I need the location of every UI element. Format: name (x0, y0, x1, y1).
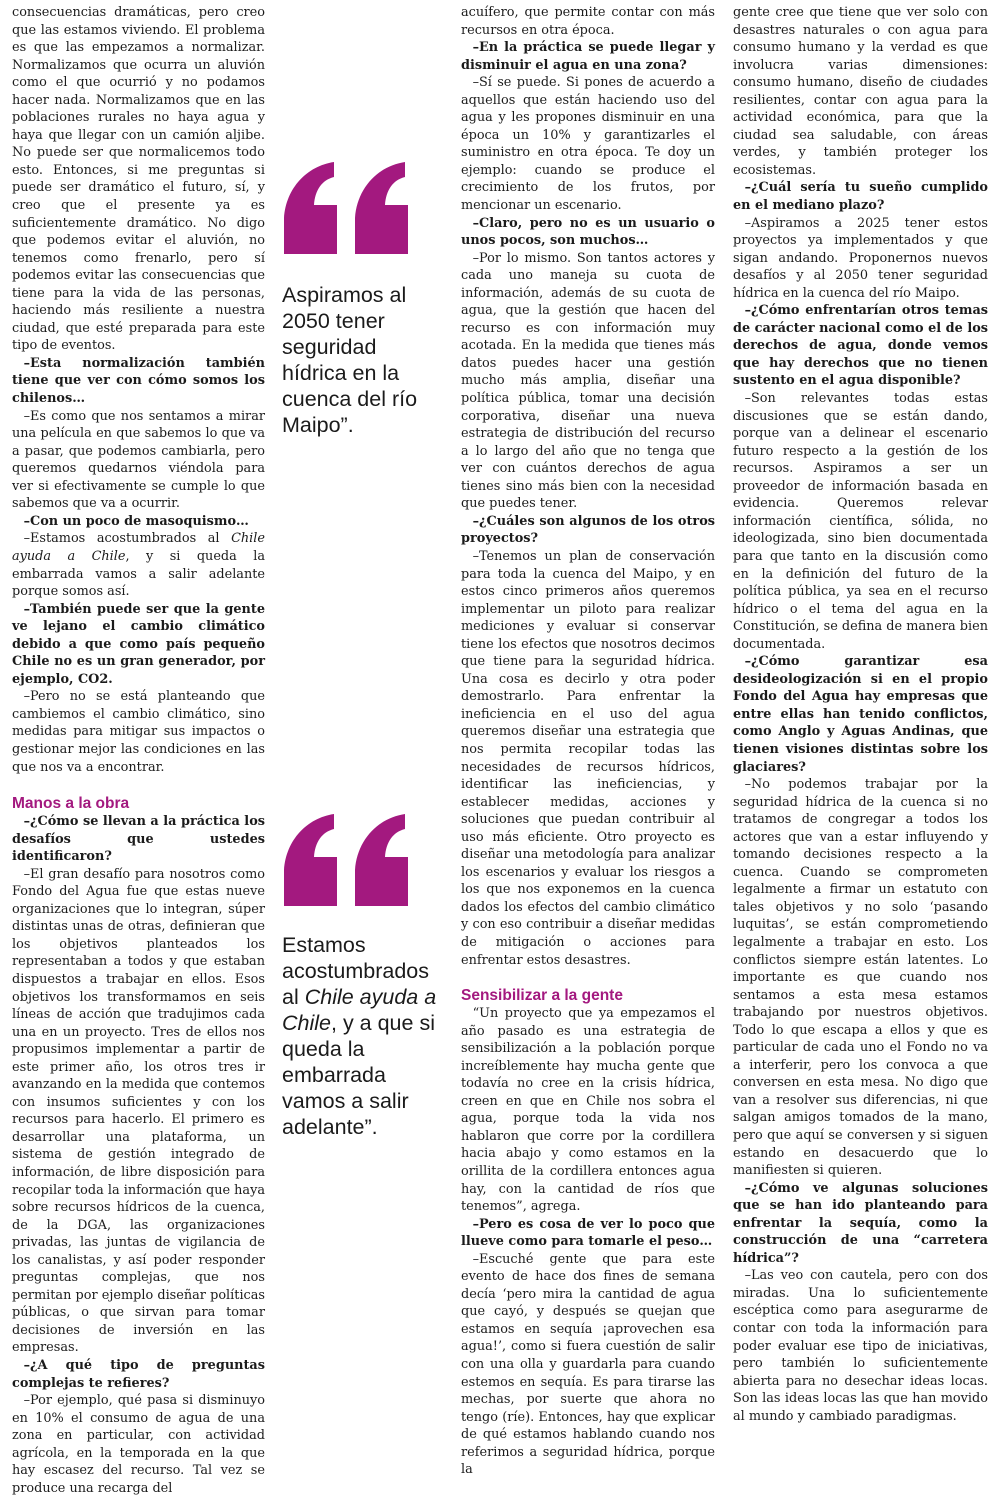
interview-question: –¿Cuáles son algunos de los otros proyectos? (461, 513, 715, 547)
text-run: –Estamos acostumbrados al (23, 531, 232, 547)
paragraph: consecuencias dramáticas, pero creo que las estamos viviendo. El problema es que las empezamos a normalizar. Normalizamos que ocurra un aluvión como el que ocurrió y no podamos hacer nada. Normalizamos que en las poblaciones rurales no haya agua y haya que llegar con un camión aljibe. No puede ser que normalicemos todo esto. Entonces, si me preguntas si puede ser dramático el futuro, sí, y creo que el presente ya es suficientemente dramático. No digo que podemos evitar el aluvión, no tenemos como frenarlo, pero sí podemos evitar las consecuencias que tiene para la vida de las personas, haciendo más resiliente a nuestra ciudad, que esté preparada para este tipo de eventos. (12, 5, 265, 354)
interview-question: –¿Cómo se llevan a la práctica los desafíos que ustedes identificaron? (12, 814, 265, 865)
italic-text: Chile ayuda a Chile (12, 531, 265, 564)
text-run: Estamos acostumbrados al (282, 933, 429, 1009)
interview-question: –En la práctica se puede llegar y disminuir el agua en una zona? (461, 40, 715, 73)
paragraph: –Escuché gente que para este evento de hace dos fines de semana decía ‘pero mira la cantidad de agua que cayó, y después se quejan que estamos en sequía ¡aprovechen esa agua!’, como si fuera cuestión de salir con una olla y guardarla para cuando estemos en sequía. Es para tirarse las mechas, por suerte que ahora no tengo (ríe). Entonces, hay que explicar de qué estamos hablando cuando nos referimos a seguridad hídrica, porque la (461, 1251, 715, 1478)
interview-question: –¿A qué tipo de preguntas complejas te refieres? (12, 1358, 265, 1391)
interview-question: –Esta normalización también tiene que ver con cómo somos los chilenos… (12, 355, 265, 407)
interview-question: –¿Cuál sería tu sueño cumplido en el mediano plazo? (733, 180, 988, 214)
paragraph: –El gran desafío para nosotros como Fondo del Agua fue que estas nueve organizaciones que lo integran, súper distintas unas de otras, definieran que los objetivos planteados los representaban a todos y que estaban dispuestos a trabajar en ellos. Esos objetivos los transformamos en seis líneas de acción que tradujimos cada una en un proyecto. Tres de ellos nos propusimos implementar a partir de este primer año, los otros tres ir avanzando en la medida que contemos con insumos suficientes y con los recursos para hacerlo. El primero es desarrollar una plataforma, un sistema de gestión integrado de información, de libre disposición para recopilar toda la información que haya sobre recursos hídricos de la cuenca, de la DGA, las organizaciones privadas, las juntas de vigilancia de los canalistas, y así poder responder preguntas complejas, que nos permitan por ejemplo diseñar políticas públicas, o que sirvan para tomar decisiones de inversión en las empresas. (12, 866, 265, 1356)
paragraph: –Por lo mismo. Son tantos actores y cada uno maneja su cuota de información, además de su cuota de agua, que la gestión que hacen del recurso es con información muy acotada. En la medida que tienes más datos puedes hacer una gestión mucho más amplia, diseñar una política pública, tomar una decisión corporativa, diseñar una nueva estrategia de distribución del recurso a lo largo del año que no tenga que ver con cuántos derechos de agua tienes sino más bien con la necesidad que puedes tener. (461, 250, 715, 512)
interview-question: –¿Cómo enfrentarían otros temas de carácter nacional como el de los derechos de agua, donde vemos que hay derechos que no tienen sustento en el agua disponible? (733, 303, 988, 389)
paragraph: –Aspiramos a 2025 tener estos proyectos ya implementados y que sigan andando. Proponernos nuevos desafíos y al 2050 tener seguridad hídrica en la cuenca del río Maipo. (733, 215, 988, 301)
interview-question: –Claro, pero no es un usuario o unos pocos, son muchos… (461, 215, 715, 249)
pull-quote-text: Aspiramos al 2050 tener seguridad hídrica en la cuenca del río Maipo”. (282, 283, 418, 437)
pull-quote-text (282, 932, 444, 1140)
interview-question: –¿Cómo ve algunas soluciones que se han ido planteando para enfrentar la sequía, como la construcción de una “carretera hídrica”? (733, 1180, 988, 1266)
paragraph: –Por ejemplo, qué pasa si disminuyo en 10% el consumo de agua de una zona en particular, con actividad agrícola, en la temporada en la que hay escasez del recurso. Tal vez se produce una recarga del (12, 1393, 265, 1496)
article-column-1 (12, 4, 265, 1496)
opening-quote-icon (282, 812, 412, 908)
interview-question: –Con un poco de masoquismo… (23, 513, 249, 529)
paragraph: gente cree que tiene que ver solo con desastres naturales o con agua para consumo humano y la verdad es que involucra varias dimensiones: consumo humano, diseño de ciudades resilientes, contar con agua para la actividad económica, para que la ciudad sea saludable, con áreas verdes, y también proteger los ecosistemas. (733, 5, 988, 178)
pull-quote-1 (282, 160, 444, 438)
paragraph: –No podemos trabajar por la seguridad hídrica de la cuenca si no tratamos de congregar a todos los actores que van a estar influyendo y tomando decisiones respecto a la cuenca. Cuando se comprometen legalmente a firmar un estatuto con tales objetivos y no solo ‘pasando luquitas’, se están comprometiendo legalmente a trabajar en esto. Los conflictos siempre están latentes. Lo importante es que cuando nos sentamos a esta mesa estamos trabajando por nuestros objetivos. Todo lo que escapa a ellos y que es particular de cada uno el Fondo no va a interferir, pero los convoca a que conversen en esta mesa. No digo que van a resolver sus diferencias, ni que salgan amigos tomados de la mano, pero que aquí se conversen y si siguen estando en desacuerdo que lo manifiesten si quieren. (733, 777, 988, 1179)
paragraph: –Pero no se está planteando que cambiemos el cambio climático, sino medidas para mitigar sus impactos o gestionar mejor las condiciones en las que nos va a encontrar. (12, 689, 265, 775)
interview-question: –Pero es cosa de ver lo poco que llueve como para tomarle el peso… (461, 1216, 715, 1250)
opening-quote-icon (282, 160, 412, 256)
article-column-2 (461, 4, 715, 1478)
paragraph: –Las veo con cautela, pero con dos miradas. Una lo suficientemente escéptica como para asegurarme de contar con toda la información para poder evaluar ese tipo de iniciativas, pero también lo suficientemente abierta para no desechar ideas locas. Son las ideas locas las que han movido al mundo y cambiado paradigmas. (733, 1268, 988, 1424)
text-run: , y a que si queda la embarrada vamos a salir adelante”. (282, 1011, 435, 1139)
article-column-3 (733, 4, 988, 1424)
paragraph: “Un proyecto que ya empezamos el año pasado es una estrategia de sensibilización a la población porque increíblemente hay mucha gente que todavía no cree en la crisis hídrica, creen en que en Chile nos sobra el agua, porque toda la vida nos hablaron que corre por la cordillera hacia abajo y como estamos en la orillita de la cordillera entonces agua hay, con la cantidad de ríos que tenemos”, agrega. (461, 1006, 715, 1215)
interview-question: –¿Cómo garantizar esa desideologización si en el propio Fondo del Agua hay empresas que entre ellas han tenido conflictos, como Anglo y Aguas Andinas, que tienen visiones distintas sobre los glaciares? (733, 654, 988, 775)
italic-text: Chile ayuda a Chile (282, 985, 437, 1035)
paragraph: –Es como que nos sentamos a mirar una película en que sabemos lo que va a pasar, que podemos cambiarla, pero queremos quedarnos viéndola para ver si efectivamente se cumple lo que sabemos que va a ocurrir. (12, 408, 265, 512)
text-run: , y si queda la embarrada vamos a salir adelante porque somos así. (12, 548, 265, 600)
paragraph: –Sí se puede. Si pones de acuerdo a aquellos que están haciendo uso del agua y les propones disminuir en una época un 10% y garantizarles el suministro en otra época. Te doy un ejemplo: cuando se produce el crecimiento de los frutos, por mencionar un escenario. (461, 75, 715, 214)
section-heading: Manos a la obra (12, 795, 130, 813)
section-heading: Sensibilizar a la gente (461, 987, 623, 1005)
paragraph: –Son relevantes todas estas discusiones que se están dando, porque van a delinear el escenario futuro respecto a la gestión de los recursos. Aspiramos a ser un proveedor de información basada en evidencia. Queremos relevar información científica, sólida, no ideologizada, sino bien documentada para que tanto en la discusión como en la definición del futuro de la política pública, ya sea en el recurso hídrico o el tema del agua en la Constitución, se defina de manera bien documentada. (733, 391, 988, 652)
pull-quote-2 (282, 812, 444, 1140)
paragraph: acuífero, que permite contar con más recursos en otra época. (461, 5, 715, 38)
paragraph (12, 530, 265, 600)
interview-question: –También puede ser que la gente ve lejano el cambio climático debido a que como país pequeño Chile no es un gran generador, por ejemplo, CO2. (12, 601, 265, 687)
paragraph: –Tenemos un plan de conservación para toda la cuenca del Maipo, y en estos cinco primeros años queremos implementar un piloto para realizar mediciones y evaluar si conservar tiene los efectos que nosotros decimos que tiene para la seguridad hídrica. Una cosa es decirlo y otra poder demostrarlo. Para enfrentar la ineficiencia en el uso del agua queremos diseñar una estrategia que nos permita recopilar todas las necesidades de recursos hídricos, identificar las ineficiencias, y establecer medidas, acciones y soluciones que puedan contribuir al uso más eficiente. Otro proyecto es diseñar una metodología para analizar los escenarios y evaluar los riesgos a los que nos exponemos en la cuenca dados los efectos del cambio climático y con eso contribuir a diseñar medidas de mitigación o acciones para enfrentar estos desastres. (461, 548, 715, 968)
